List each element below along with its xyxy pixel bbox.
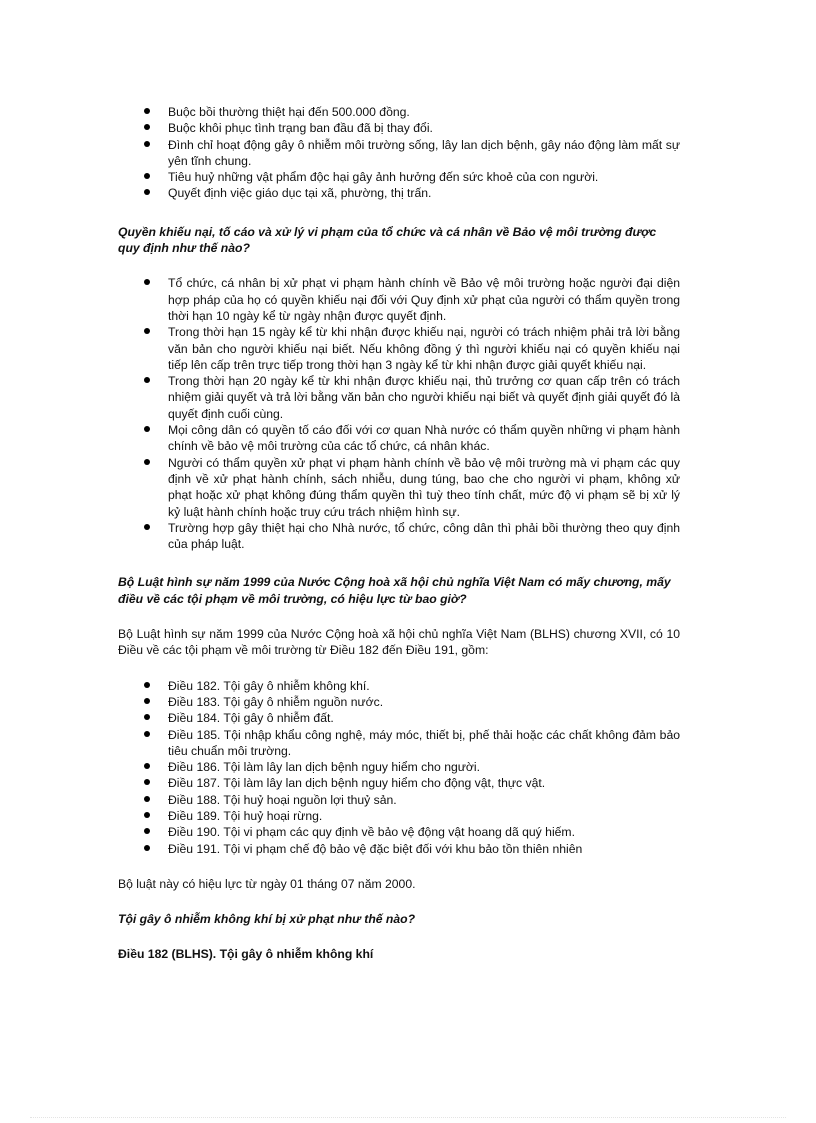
bullet-icon bbox=[144, 763, 150, 769]
bullet-icon bbox=[144, 845, 150, 851]
bullet-icon bbox=[144, 459, 150, 465]
list-item: Điều 189. Tội huỷ hoại rừng. bbox=[118, 808, 680, 824]
page-bottom-divider bbox=[30, 1117, 786, 1118]
list-item: Điều 188. Tội huỷ hoại nguồn lợi thuỷ sản. bbox=[118, 792, 680, 808]
section-heading-complaints: Quyền khiếu nại, tố cáo và xử lý vi phạm của tổ chức và cá nhân về Bảo vệ môi trường được quy định như thế nào? bbox=[118, 224, 657, 256]
list-item: Điều 191. Tội vi phạm chế độ bảo vệ đặc biệt đối với khu bảo tồn thiên nhiên bbox=[118, 841, 680, 857]
bullet-icon bbox=[144, 796, 150, 802]
bullet-icon bbox=[144, 279, 150, 285]
bullet-icon bbox=[144, 682, 150, 688]
bullet-icon bbox=[144, 698, 150, 704]
bullet-icon bbox=[144, 524, 150, 530]
list-item: Điều 186. Tội làm lây lan dịch bệnh nguy hiểm cho người. bbox=[118, 759, 680, 775]
article-182-subheading: Điều 182 (BLHS). Tội gây ô nhiễm không khí bbox=[118, 947, 374, 962]
list-item: Người có thẩm quyền xử phạt vi phạm hành chính về bảo vệ môi trường mà vi phạm các quy định về xử phạt hành chính, sách nhiễu, dung túng, bao che cho người vi phạm, không xử phạt hoặc xử phạt không đúng thẩm quyền thì tuỳ theo tính chất, mức độ vi phạm sẽ bị xử lý kỷ luật hành chính hoặc truy cứu trách nhiệm hình sự. bbox=[118, 455, 680, 520]
section-heading-air-pollution: Tội gây ô nhiễm không khí bị xử phạt như thế nào? bbox=[118, 912, 416, 927]
list-item: Buộc khôi phục tình trạng ban đầu đã bị thay đổi. bbox=[118, 120, 680, 136]
bullet-icon bbox=[144, 328, 150, 334]
bullet-icon bbox=[144, 779, 150, 785]
bullet-icon bbox=[144, 731, 150, 737]
bullet-icon bbox=[144, 812, 150, 818]
complaints-list bbox=[118, 275, 680, 552]
list-item: Điều 182. Tội gây ô nhiễm không khí. bbox=[118, 678, 680, 694]
effective-date-paragraph: Bộ luật này có hiệu lực từ ngày 01 tháng 07 năm 2000. bbox=[118, 876, 416, 891]
bullet-icon bbox=[144, 141, 150, 147]
list-item: Tổ chức, cá nhân bị xử phạt vi phạm hành chính về Bảo vệ môi trường hoặc người đại diện hợp pháp của họ có quyền khiếu nại đối với Quy định xử phạt của người có thẩm quyền trong thời hạn 10 ngày kể từ ngày nhận được quyết định. bbox=[118, 275, 680, 324]
list-item: Điều 190. Tội vi phạm các quy định về bảo vệ động vật hoang dã quý hiếm. bbox=[118, 824, 680, 840]
list-item: Trường hợp gây thiệt hại cho Nhà nước, tổ chức, công dân thì phải bồi thường theo quy định của pháp luật. bbox=[118, 520, 680, 553]
criminal-code-intro: Bộ Luật hình sự năm 1999 của Nước Cộng hoà xã hội chủ nghĩa Việt Nam (BLHS) chương XVII, có 10 Điều về các tội phạm về môi trường từ Điều 182 đến Điều 191, gồm: bbox=[118, 627, 680, 658]
bullet-icon bbox=[144, 189, 150, 195]
list-item: Trong thời hạn 15 ngày kể từ khi nhận được khiếu nại, người có trách nhiệm phải trả lời bằng văn bản cho người khiếu nại biết. Nếu không đồng ý thì người khiếu nại có quyền khiếu nại tiếp lên cấp trên trực tiếp trong thời hạn 3 ngày kể từ khi nhận được giải quyết khiếu nại. bbox=[118, 324, 680, 373]
bullet-icon bbox=[144, 173, 150, 179]
list-item: Đình chỉ hoạt động gây ô nhiễm môi trường sống, lây lan dịch bệnh, gây náo động làm mất sự yên tĩnh chung. bbox=[118, 137, 680, 170]
bullet-icon bbox=[144, 124, 150, 130]
list-item: Điều 185. Tội nhập khẩu công nghệ, máy móc, thiết bị, phế thải hoặc các chất không đảm bảo tiêu chuẩn môi trường. bbox=[118, 727, 680, 760]
document-page bbox=[118, 104, 680, 963]
bullet-icon bbox=[144, 377, 150, 383]
bullet-icon bbox=[144, 426, 150, 432]
list-item: Mọi công dân có quyền tố cáo đối với cơ quan Nhà nước có thẩm quyền những vi phạm hành chính về bảo vệ môi trường của các tổ chức, cá nhân khác. bbox=[118, 422, 680, 455]
list-item: Buộc bồi thường thiệt hại đến 500.000 đồng. bbox=[118, 104, 680, 120]
list-item: Điều 187. Tội làm lây lan dịch bệnh nguy hiểm cho động vật, thực vật. bbox=[118, 775, 680, 791]
section-heading-criminal-code: Bộ Luật hình sự năm 1999 của Nước Cộng hoà xã hội chủ nghĩa Việt Nam có mấy chương, mấy điều về các tội phạm về môi trường, có hiệu lực từ bao giờ? bbox=[118, 575, 671, 606]
list-item: Trong thời hạn 20 ngày kể từ khi nhận được khiếu nại, thủ trưởng cơ quan cấp trên có trách nhiệm giải quyết và trả lời bằng văn bản cho người khiếu nại biết và quyết định giải quyết đó là quyết định cuối cùng. bbox=[118, 373, 680, 422]
penalty-list bbox=[118, 104, 680, 202]
bullet-icon bbox=[144, 828, 150, 834]
bullet-icon bbox=[144, 108, 150, 114]
list-item: Tiêu huỷ những vật phẩm độc hại gây ảnh hưởng đến sức khoẻ của con người. bbox=[118, 169, 680, 185]
list-item: Điều 183. Tội gây ô nhiễm nguồn nước. bbox=[118, 694, 680, 710]
criminal-articles-list bbox=[118, 678, 680, 857]
list-item: Điều 184. Tội gây ô nhiễm đất. bbox=[118, 710, 680, 726]
list-item: Quyết định việc giáo dục tại xã, phường, thị trấn. bbox=[118, 185, 680, 201]
bullet-icon bbox=[144, 714, 150, 720]
